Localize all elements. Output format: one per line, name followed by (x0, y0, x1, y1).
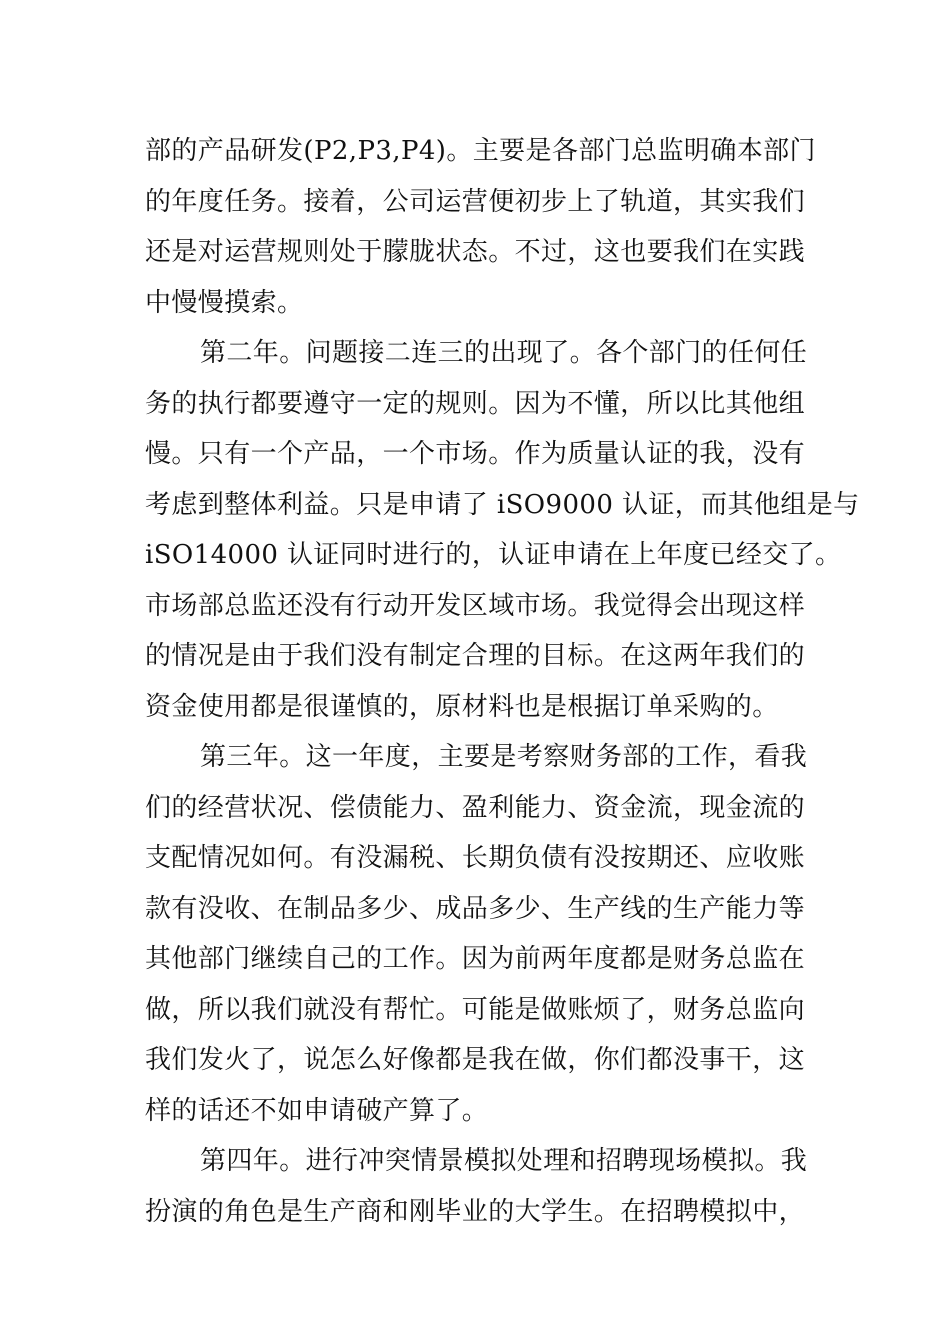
text-line: 的情况是由于我们没有制定合理的目标。在这两年我们的 (145, 641, 806, 671)
text-line: 的年度任务。接着，公司运营便初步上了轨道，其实我们 (145, 186, 806, 217)
text-line: 其他部门继续自己的工作。因为前两年度都是财务总监在 (145, 944, 806, 974)
paragraph-start-line: 第三年。这一年度，主要是考察财务部的工作，看我 (200, 742, 808, 772)
text-line: 还是对运营规则处于朦胧状态。不过，这也要我们在实践 (145, 237, 806, 267)
text-line: 考虑到整体利益。只是申请了 iSO9000 认证，而其他组是与 (145, 489, 860, 520)
text-line: 资金使用都是很谨慎的，原材料也是根据订单采购的。 (145, 691, 779, 722)
text-line: 款有没收、在制品多少、成品多少、生产线的生产能力等 (145, 893, 806, 924)
text-line: 务的执行都要遵守一定的规则。因为不懂，所以比其他组 (145, 388, 806, 419)
text-line: 样的话还不如申请破产算了。 (145, 1095, 489, 1126)
text-line: 做，所以我们就没有帮忙。可能是做账烦了，财务总监向 (145, 994, 806, 1025)
document-body (145, 126, 860, 1237)
text-line: 扮演的角色是生产商和刚毕业的大学生。在招聘模拟中， (145, 1196, 806, 1227)
text-line: 支配情况如何。有没漏税、长期负债有没按期还、应收账 (145, 843, 806, 873)
text-line: 市场部总监还没有行动开发区域市场。我觉得会出现这样 (145, 590, 806, 621)
text-line: iSO14000 认证同时进行的，认证申请在上年度已经交了。 (145, 540, 842, 570)
paragraph-start-line: 第二年。问题接二连三的出现了。各个部门的任何任 (200, 338, 808, 368)
text-line: 部的产品研发(P2,P3,P4)。主要是各部门总监明确本部门 (145, 136, 816, 166)
text-line: 们的经营状况、偿债能力、盈利能力、资金流，现金流的 (145, 792, 806, 823)
text-line: 慢。只有一个产品，一个市场。作为质量认证的我，没有 (145, 439, 806, 469)
text-line: 中慢慢摸索。 (145, 287, 304, 318)
text-line: 我们发火了，说怎么好像都是我在做，你们都没事干，这 (145, 1045, 806, 1075)
paragraph-start-line: 第四年。进行冲突情景模拟处理和招聘现场模拟。我 (200, 1146, 808, 1176)
